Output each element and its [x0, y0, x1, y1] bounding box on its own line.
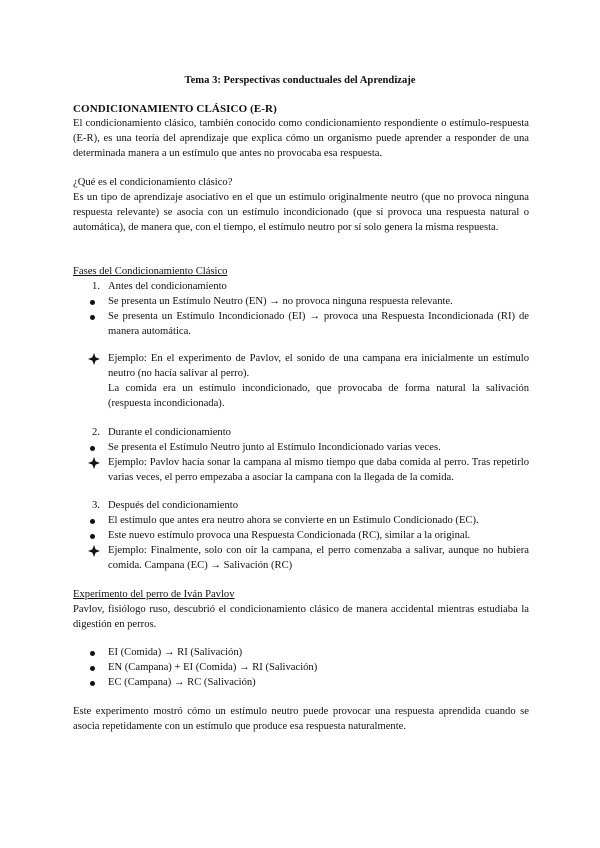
bullet-icon [90, 666, 95, 671]
list-item [73, 645, 529, 660]
experiment-bullet-2: EN (Campana) + EI (Comida) → RI (Salivación) [108, 662, 318, 673]
phase-3-bullet-2: Este nuevo estímulo provoca una Respuesta Condicionada (RC), similar a la original. [108, 530, 471, 541]
diamond-bullet-icon [87, 352, 101, 366]
phase-2-example [73, 455, 529, 485]
list-item [73, 675, 529, 690]
bullet-icon [90, 300, 95, 305]
bullet-icon [90, 446, 95, 451]
phase-1-example-continuation: La comida era un estímulo incondicionado, que provocaba de forma natural la salivación (respuesta incondicionada). [108, 383, 529, 409]
phase-3-title-text: Después del condicionamiento [108, 500, 239, 511]
section-heading: CONDICIONAMIENTO CLÁSICO (E-R) [73, 103, 277, 115]
phase-1-bullet-1: Se presenta un Estímulo Neutro (EN) → no provoca ninguna respuesta relevante. [108, 296, 453, 307]
diamond-bullet-icon [87, 456, 101, 470]
phase-2-number: 2. [92, 427, 100, 438]
diamond-bullet-icon [87, 544, 101, 558]
list-item [73, 440, 529, 455]
phase-3-number: 3. [92, 500, 100, 511]
experiment-bullet-3: EC (Campana) → RC (Salivación) [108, 677, 256, 688]
experiment-heading: Experimento del perro de Iván Pavlov [73, 589, 235, 600]
experiment-paragraph: Pavlov, fisiólogo ruso, descubrió el condicionamiento clásico de manera accidental mientras estudiaba la digestión en perros. [73, 604, 529, 630]
list-item [73, 294, 529, 309]
experiment-bullet-1: EI (Comida) → RI (Salivación) [108, 647, 243, 658]
phase-1-bullet-2: Se presenta un Estímulo Incondicionado (EI) → provoca una Respuesta Incondicionada (RI) de manera automática. [108, 311, 529, 337]
phase-3-example-text: Ejemplo: Finalmente, solo con oír la campana, el perro comenzaba a salivar, aunque no hubiera comida. Campana (EC) → Salivación (RC) [108, 545, 529, 571]
phase-2-bullet: Se presenta el Estímulo Neutro junto al Estímulo Incondicionado varias veces. [108, 442, 441, 453]
phase-3-title [73, 498, 529, 513]
bullet-icon [90, 651, 95, 656]
list-item [73, 309, 529, 339]
phase-3-example [73, 543, 529, 573]
conclusion-paragraph: Este experimento mostró cómo un estímulo neutro puede provocar una respuesta aprendida cuando se asocia repetidamente con un estímulo que produce esa respuesta naturalmente. [73, 706, 529, 732]
phases-heading: Fases del Condicionamiento Clásico [73, 266, 228, 277]
phase-1-number: 1. [92, 281, 100, 292]
question-line: ¿Qué es el condicionamiento clásico? [73, 177, 233, 188]
list-item [73, 660, 529, 675]
phase-2-example-text: Ejemplo: Pavlov hacía sonar la campana al mismo tiempo que daba comida al perro. Tras repetirlo varias veces, el perro empezaba a asociar la campana con la llegada de la comida. [108, 457, 529, 483]
phase-2-title-text: Durante el condicionamiento [108, 427, 231, 438]
list-item [73, 513, 529, 528]
phase-1-title-text: Antes del condicionamiento [108, 281, 227, 292]
answer-paragraph: Es un tipo de aprendizaje asociativo en el que un estímulo originalmente neutro (que no provoca ninguna respuesta relevante) se asocia con un estímulo incondicionado (que sí provoca una respuesta natural o automática), de manera que, con el tiempo, el estímulo neutro por sí solo genera la misma respuesta. [73, 192, 529, 233]
bullet-icon [90, 519, 95, 524]
phase-1-example [73, 351, 529, 411]
phase-2-title [73, 425, 529, 440]
bullet-icon [90, 315, 95, 320]
document-title: Tema 3: Perspectivas conductuales del Aprendizaje [184, 75, 416, 86]
intro-paragraph: El condicionamiento clásico, también conocido como condicionamiento respondiente o estímulo-respuesta (E-R), es una teoría del aprendizaje que explica cómo un organismo puede aprender a responder de una determinada manera a un estímulo que antes no provocaba esa respuesta. [73, 118, 529, 159]
bullet-icon [90, 681, 95, 686]
phase-3-bullet-1: El estímulo que antes era neutro ahora se convierte en un Estímulo Condicionado (EC). [108, 515, 479, 526]
list-item [73, 528, 529, 543]
phase-1-title [73, 279, 529, 294]
bullet-icon [90, 534, 95, 539]
phase-1-example-text: Ejemplo: En el experimento de Pavlov, el sonido de una campana era inicialmente un estímulo neutro (no hacía salivar al perro). [108, 353, 529, 379]
